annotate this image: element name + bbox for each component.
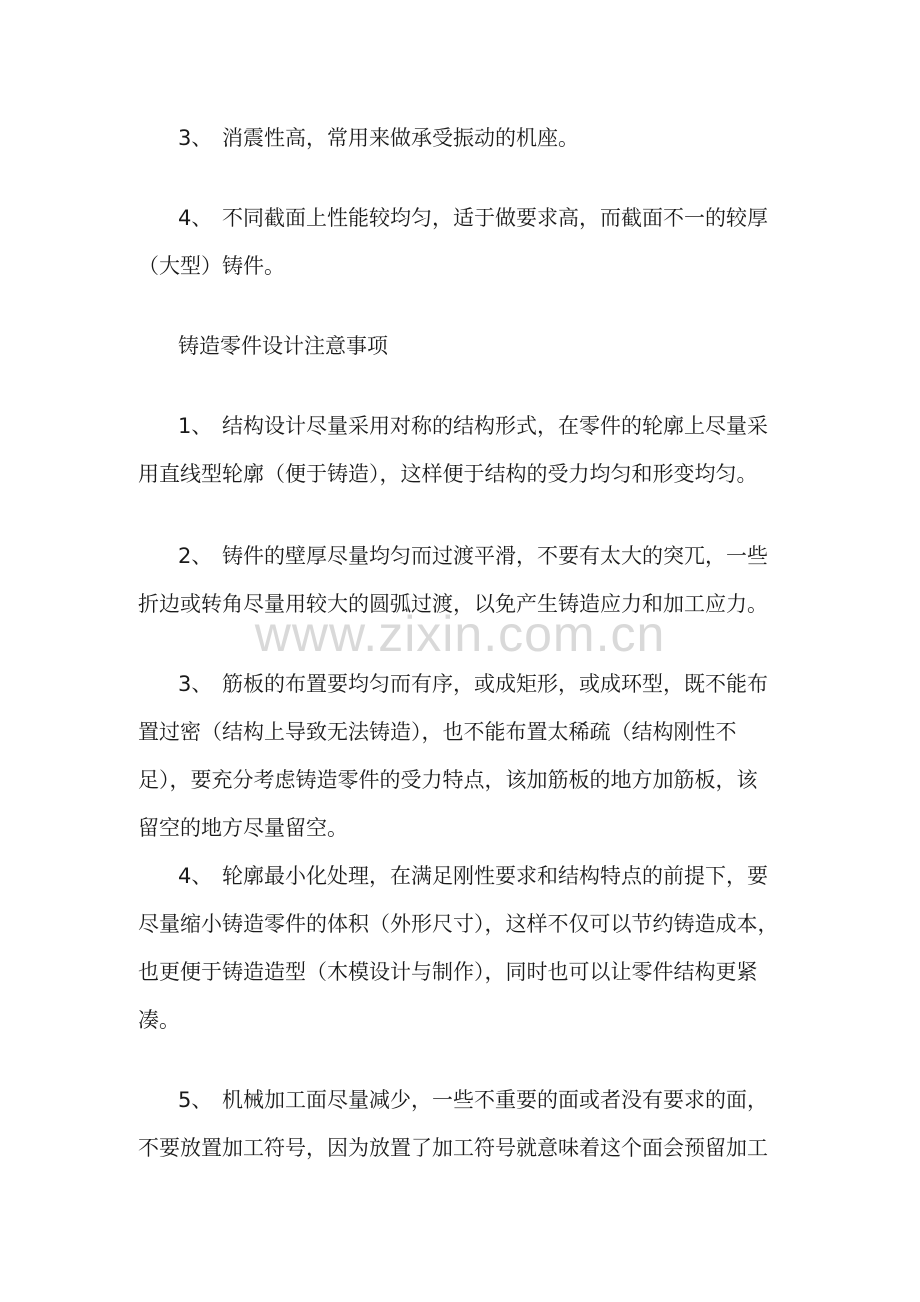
paragraph-line: 也更便于铸造造型（木模设计与制作），同时也可以让零件结构更紧	[138, 960, 758, 984]
paragraph-line: 置过密（结构上导致无法铸造），也不能布置太稀疏（结构刚性不	[138, 720, 737, 744]
paragraph-line	[178, 206, 798, 230]
item-number: 1、	[178, 414, 213, 438]
item-number: 4、	[178, 864, 213, 888]
paragraph-line	[178, 544, 798, 568]
paragraph-text: 结构设计尽量采用对称的结构形式，在零件的轮廓上尽量采	[222, 414, 768, 438]
item-number: 5、	[178, 1088, 213, 1112]
paragraph-line: 留空的地方尽量留空。	[138, 816, 348, 840]
paragraph-line: 凑。	[138, 1008, 180, 1032]
paragraph-text: 机械加工面尽量减少，一些不重要的面或者没有要求的面，	[222, 1088, 768, 1112]
paragraph-line	[178, 1088, 798, 1112]
paragraph-line	[178, 126, 798, 150]
paragraph-line	[178, 414, 798, 438]
paragraph-line: 尽量缩小铸造零件的体积（外形尺寸），这样不仅可以节约铸造成本，	[138, 912, 779, 936]
paragraph-text: 筋板的布置要均匀而有序，或成矩形，或成环型，既不能布	[222, 672, 768, 696]
paragraph-text: 铸件的壁厚尽量均匀而过渡平滑，不要有太大的突兀，一些	[222, 544, 768, 568]
item-number: 4、	[178, 206, 213, 230]
paragraph-line: 折边或转角尽量用较大的圆弧过渡，以免产生铸造应力和加工应力。	[138, 592, 768, 616]
paragraph-line	[178, 672, 798, 696]
paragraph-text: 消震性高，常用来做承受振动的机座。	[222, 126, 579, 150]
watermark: www.zixin.com.cn	[254, 606, 666, 662]
item-number: 3、	[178, 672, 213, 696]
section-heading: 铸造零件设计注意事项	[178, 334, 388, 358]
paragraph-line: 不要放置加工符号，因为放置了加工符号就意味着这个面会预留加工	[138, 1136, 768, 1160]
paragraph-text: 不同截面上性能较均匀，适于做要求高，而截面不一的较厚	[222, 206, 768, 230]
item-number: 2、	[178, 544, 213, 568]
paragraph-line: （大型）铸件。	[138, 254, 285, 278]
paragraph-line: 足），要充分考虑铸造零件的受力特点，该加筋板的地方加筋板，该	[138, 768, 758, 792]
paragraph-line: 用直线型轮廓（便于铸造），这样便于结构的受力均匀和形变均匀。	[138, 462, 758, 486]
paragraph-text: 轮廓最小化处理，在满足刚性要求和结构特点的前提下，要	[222, 864, 768, 888]
paragraph-line	[178, 864, 798, 888]
item-number: 3、	[178, 126, 213, 150]
